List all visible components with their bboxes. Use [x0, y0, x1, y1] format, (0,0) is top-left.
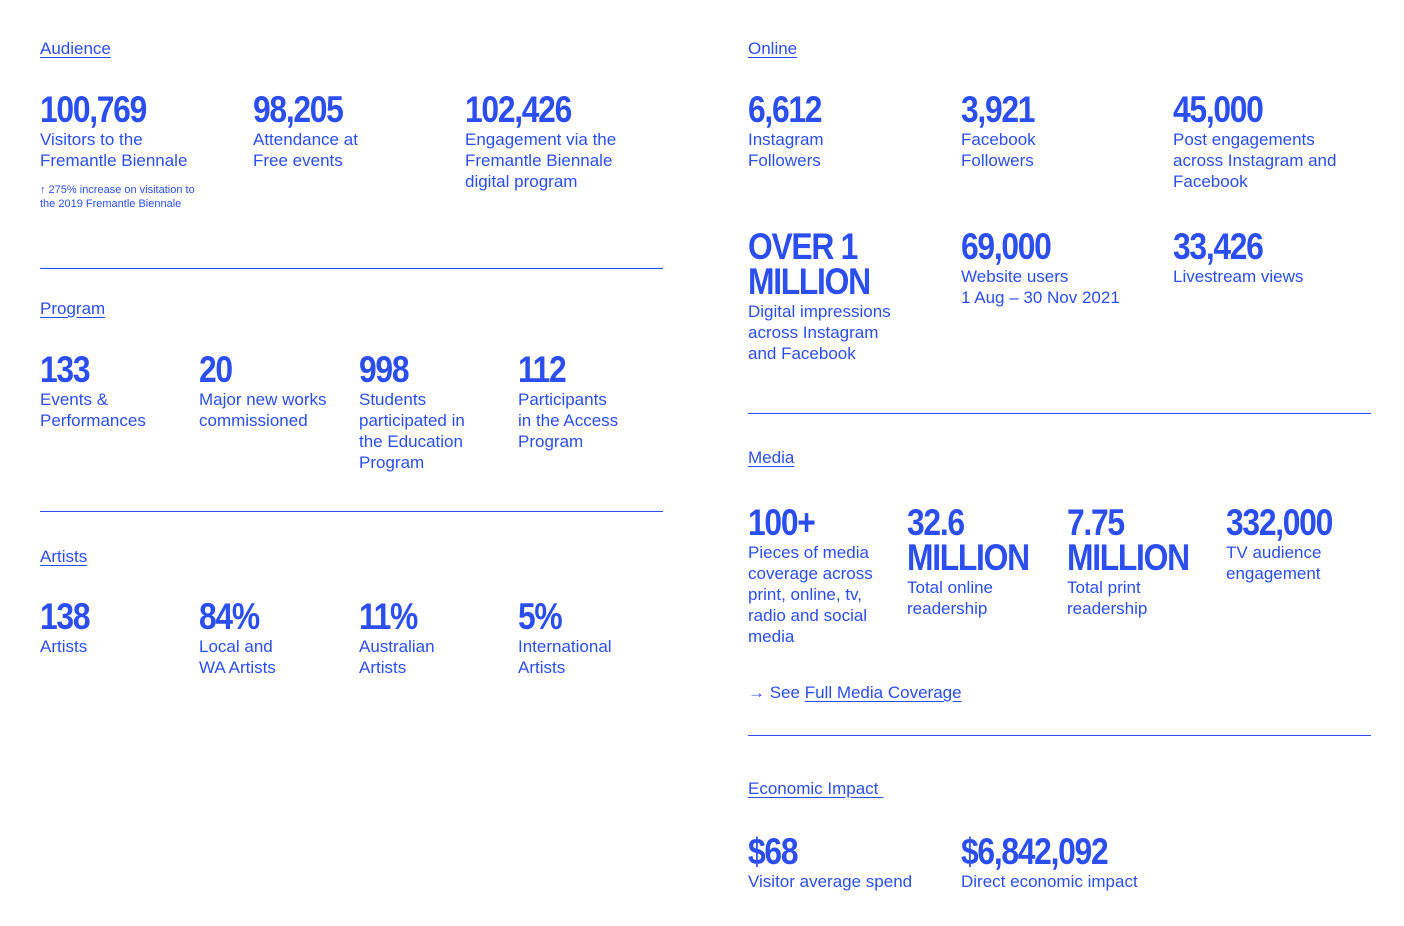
stat-value: 7.75 MILLION	[1067, 502, 1189, 578]
stat-label: Website users 1 Aug – 30 Nov 2021	[961, 267, 1120, 307]
stat-value: 3,921	[961, 89, 1035, 130]
stat-engagement	[465, 89, 617, 192]
divider	[748, 413, 1371, 414]
stat-visitor-spend	[748, 831, 913, 892]
stat-value: 32.6 MILLION	[907, 502, 1029, 578]
divider	[748, 735, 1371, 736]
stat-label: Digital impressions across Instagram and Facebook	[748, 302, 891, 363]
stat-label: TV audience engagement	[1226, 543, 1322, 583]
stat-value: 33,426	[1173, 226, 1263, 267]
artists-heading[interactable]: Artists	[40, 547, 88, 566]
stat-value: $68	[748, 831, 798, 872]
audience-heading[interactable]: Audience	[40, 39, 111, 58]
stat-label: Attendance at Free events	[253, 130, 358, 170]
stat-label: Visitors to the Fremantle Biennale	[40, 130, 188, 170]
media-heading[interactable]: Media	[748, 448, 795, 467]
stat-impressions	[748, 226, 891, 364]
stat-label: Participants in the Access Program	[518, 390, 619, 451]
stat-value: 45,000	[1173, 89, 1263, 130]
stat-print-readership	[1067, 502, 1209, 619]
stat-value: $6,842,092	[961, 831, 1108, 872]
stat-value: OVER 1 MILLION	[748, 226, 870, 302]
stat-artists	[40, 596, 97, 657]
stat-post-engagements	[1173, 89, 1337, 192]
stat-label: Major new works commissioned	[199, 390, 327, 430]
stat-facebook	[961, 89, 1046, 171]
stat-events	[40, 349, 146, 431]
stat-value: 102,426	[465, 89, 571, 130]
stat-value: 112	[518, 349, 566, 390]
stat-economic-impact	[961, 831, 1138, 892]
stat-attendance	[253, 89, 358, 171]
stat-students	[359, 349, 465, 473]
stat-media-pieces	[748, 502, 873, 647]
stat-note: ↑ 275% increase on visitation to the 2019 Fremantle Biennale	[40, 184, 195, 210]
stat-online-readership	[907, 502, 1049, 619]
stat-value: 20	[199, 349, 232, 390]
online-heading[interactable]: Online	[748, 39, 798, 58]
stat-label: International Artists	[518, 637, 612, 677]
stat-label: Pieces of media coverage across print, online, tv, radio and social media	[748, 543, 873, 646]
stat-label: Events & Performances	[40, 390, 146, 430]
stat-international-artists	[518, 596, 612, 678]
stat-value: 332,000	[1226, 502, 1332, 543]
stat-label: Post engagements across Instagram and Facebook	[1173, 130, 1337, 191]
stat-instagram	[748, 89, 833, 171]
stat-label: Visitor average spend	[748, 872, 913, 891]
stat-value: 5%	[518, 596, 562, 637]
stat-label: Facebook Followers	[961, 130, 1036, 170]
stat-label: Engagement via the Fremantle Biennale digital program	[465, 130, 617, 191]
stat-livestream	[1173, 226, 1304, 287]
stat-label: Instagram Followers	[748, 130, 824, 170]
stat-label: Local and WA Artists	[199, 637, 276, 677]
economic-impact-heading[interactable]: Economic Impact	[748, 779, 884, 798]
stat-value: 84%	[199, 596, 259, 637]
stat-visitors	[40, 89, 195, 211]
full-media-coverage-link[interactable]: Full Media Coverage	[804, 683, 962, 702]
stat-label: Total online readership	[907, 578, 994, 618]
stat-label: Total print readership	[1067, 578, 1148, 618]
stat-value: 138	[40, 596, 90, 637]
see-media-coverage	[748, 683, 962, 703]
divider	[40, 268, 663, 269]
stat-label: Livestream views	[1173, 267, 1304, 286]
stat-label: Students participated in the Education Program	[359, 390, 465, 472]
stat-local-artists	[199, 596, 276, 678]
stat-value: 133	[40, 349, 90, 390]
stat-label: Artists	[40, 637, 88, 656]
divider	[40, 511, 663, 512]
stat-australian-artists	[359, 596, 435, 678]
stat-value: 69,000	[961, 226, 1051, 267]
stat-value: 100,769	[40, 89, 146, 130]
stat-new-works	[199, 349, 327, 431]
stat-value: 6,612	[748, 89, 822, 130]
stat-label: Direct economic impact	[961, 872, 1138, 891]
stat-label: Australian Artists	[359, 637, 435, 677]
stat-value: 100+	[748, 502, 815, 543]
program-heading[interactable]: Program	[40, 299, 106, 318]
stat-tv-audience	[1226, 502, 1349, 584]
stat-website-users	[961, 226, 1120, 308]
stat-value: 98,205	[253, 89, 343, 130]
stat-participants	[518, 349, 619, 452]
stat-value: 998	[359, 349, 409, 390]
stat-value: 11%	[359, 596, 418, 637]
see-prefix: → See	[748, 683, 805, 702]
